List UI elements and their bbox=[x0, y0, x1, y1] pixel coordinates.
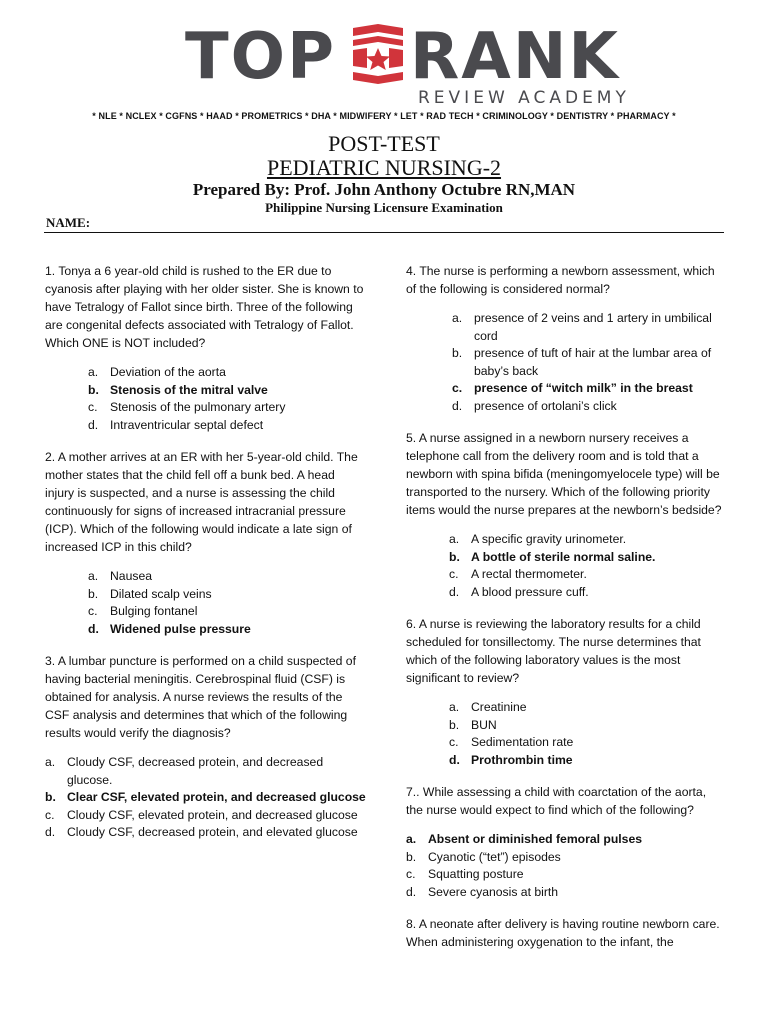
option-a-answer: a. Absent or diminished femoral pulses bbox=[406, 832, 643, 846]
option-b: b. presence of tuft of hair at the lumbar area of baby’s back bbox=[452, 346, 712, 378]
question-3 bbox=[45, 652, 367, 842]
option-a: a. Nausea bbox=[88, 569, 153, 583]
logo-subtitle: REVIEW ACADEMY bbox=[418, 88, 630, 108]
option-c: c. A rectal thermometer. bbox=[449, 567, 587, 581]
option-list bbox=[406, 531, 724, 601]
option-b: b. Cyanotic (“tet”) episodes bbox=[406, 849, 561, 864]
name-label: NAME: bbox=[46, 215, 91, 230]
question-text: 7.. While assessing a child with coarctation of the aorta, the nurse would expect to find which of the following? bbox=[406, 785, 707, 817]
question-4 bbox=[406, 262, 724, 415]
option-c: c. Sedimentation rate bbox=[449, 735, 574, 749]
question-text: 3. A lumbar puncture is performed on a child suspected of having bacterial meningitis. Cerebrospinal fluid (CSF) is obtained for analysis. A nurse reviews the results of the CSF analysis and determines that which of the following results would verify the diagnosis? bbox=[45, 654, 356, 740]
option-d-answer: d. Widened pulse pressure bbox=[88, 621, 251, 636]
option-b: b. Dilated scalp veins bbox=[88, 586, 212, 601]
option-b: b. BUN bbox=[449, 717, 497, 732]
option-d: d. Intraventricular septal defect bbox=[88, 417, 264, 432]
option-d: d. Severe cyanosis at birth bbox=[406, 884, 559, 899]
option-b-answer: b. Clear CSF, elevated protein, and decreased glucose bbox=[45, 790, 366, 804]
option-b-answer: b. A bottle of sterile normal saline. bbox=[449, 549, 656, 564]
option-d: d. presence of ortolani’s click bbox=[452, 398, 617, 413]
option-c: c. Bulging fontanel bbox=[88, 604, 198, 618]
option-d: d. Cloudy CSF, decreased protein, and elevated glucose bbox=[45, 825, 358, 839]
logo-word-rank: RANK bbox=[410, 20, 620, 94]
question-1 bbox=[45, 262, 367, 434]
question-2 bbox=[45, 448, 367, 638]
option-c: c. Cloudy CSF, elevated protein, and decreased glucose bbox=[45, 807, 358, 822]
question-text: 8. A neonate after delivery is having routine newborn care. When administering oxygenation to the infant, the bbox=[406, 917, 720, 949]
question-6 bbox=[406, 615, 724, 769]
name-line-divider bbox=[44, 232, 724, 233]
option-list bbox=[406, 831, 724, 901]
document-title: POST-TEST bbox=[328, 131, 440, 156]
question-text: 2. A mother arrives at an ER with her 5-year-old child. The mother states that the child fell off a bunk bed. A head injury is suspected, and a nurse is assessing the child continuously for signs of increased intracranial pressure (ICP). Which of the following would indicate a late sign of increased ICP in this child? bbox=[45, 450, 358, 554]
option-a: a. Cloudy CSF, decreased protein, and decreased glucose. bbox=[45, 755, 324, 787]
question-text: 6. A nurse is reviewing the laboratory results for a child scheduled for tonsillectomy. The nurse determines that which of the following laboratory values is the most significant to review? bbox=[406, 617, 701, 685]
question-8 bbox=[406, 915, 724, 951]
option-c-answer: c. presence of “witch milk” in the breast bbox=[452, 381, 693, 395]
logo-word-top: TOP bbox=[185, 20, 336, 94]
question-7 bbox=[406, 783, 724, 901]
question-text: 1. Tonya a 6 year-old child is rushed to the ER due to cyanosis after playing with her older sister. She is known to have Tetralogy of Fallot since birth. Three of the following are congenital defects associated with Tetralogy of Fallot. Which ONE is NOT included? bbox=[45, 264, 364, 350]
option-a: a. Creatinine bbox=[449, 700, 527, 714]
option-list bbox=[406, 699, 724, 769]
option-c: c. Squatting posture bbox=[406, 867, 524, 881]
question-5 bbox=[406, 429, 724, 601]
document-subject: PEDIATRIC NURSING-2 bbox=[266, 155, 502, 180]
option-d: d. A blood pressure cuff. bbox=[449, 584, 589, 599]
option-a: a. A specific gravity urinometer. bbox=[449, 532, 627, 546]
option-list bbox=[45, 568, 367, 638]
option-list bbox=[406, 310, 724, 415]
option-c: c. Stenosis of the pulmonary artery bbox=[88, 400, 286, 414]
option-list bbox=[45, 364, 367, 434]
question-text: 5. A nurse assigned in a newborn nursery receives a telephone call from the delivery room and is told that a newborn with spina bifida (meningomyelocele type) will be transported to the nursery. Which of the following priority items would the nurse prepares at the newborn’s bedside? bbox=[406, 431, 722, 517]
star-chevron-emblem-icon bbox=[349, 24, 407, 90]
academy-logo bbox=[0, 18, 768, 108]
option-d-answer: d. Prothrombin time bbox=[449, 752, 573, 767]
prepared-by: Prepared By: Prof. John Anthony Octubre RN,MAN bbox=[192, 180, 576, 199]
right-column bbox=[406, 262, 724, 965]
exam-name: Philippine Nursing Licensure Examination bbox=[265, 200, 503, 215]
left-column bbox=[45, 262, 367, 856]
program-list: * NLE * NCLEX * CGFNS * HAAD * PROMETRICS * DHA * MIDWIFERY * LET * RAD TECH * CRIMINOLOGY * DENTISTRY * PHARMACY * bbox=[92, 111, 676, 121]
option-list bbox=[45, 754, 367, 842]
option-b-answer: b. Stenosis of the mitral valve bbox=[88, 382, 268, 397]
option-a: a. Deviation of the aorta bbox=[88, 365, 226, 379]
option-a: a. presence of 2 veins and 1 artery in umbilical cord bbox=[452, 311, 712, 343]
question-text: 4. The nurse is performing a newborn assessment, which of the following is considered normal? bbox=[406, 264, 715, 296]
